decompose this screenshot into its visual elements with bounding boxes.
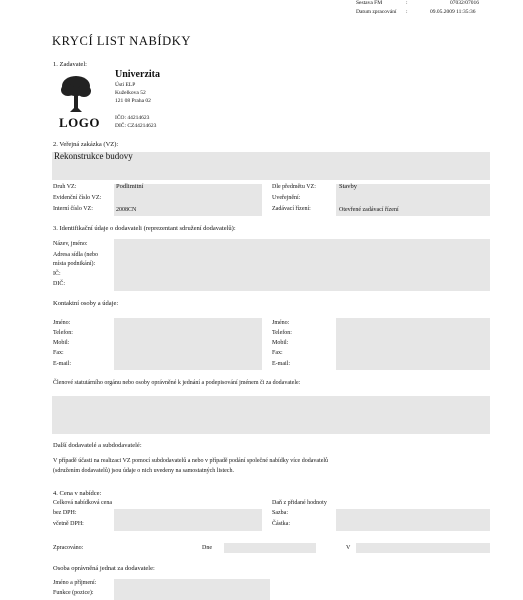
colon: : [406,9,408,15]
section-4-title: 4. Cena v nabídce: [53,490,102,497]
inter-label: Interní číslo VZ: [53,206,93,212]
vcetne-dph-label: včetně DPH: [53,521,84,527]
clenove-label: Členové statutárního orgánu nebo osoby oprávněné k jednání a podepisování jménem či za dodavatele: [53,380,301,386]
jmeno-left-label: Jméno: [53,320,71,326]
datum-label: Datum zpracování [356,9,397,15]
dic-label: DIČ: [53,281,65,287]
email-left-label: E-mail: [53,361,71,367]
predmet-label: Dle předmětu VZ: [272,184,316,190]
dne-label: Dne [202,545,212,551]
org-line2: Kuželkova 52 [115,90,146,96]
celk-label: Celková nabídková cena [53,500,112,506]
subcontractors-text2: (sdružením dodavatelů) jsou údaje o nich uvedeny na samostatných listech. [53,468,234,474]
colon: : [406,0,408,6]
section-3-title: 3. Identifikační údaje o dodavateli (reprezentant sdružení dodavatelů): [53,225,236,232]
contact-right-box[interactable] [336,318,490,370]
datum-value: 09.05.2009 11:35:36 [430,9,476,15]
place-field[interactable] [356,543,490,553]
contact-left-box[interactable] [114,318,262,370]
subcontractors-text1: V případě účasti na realizaci VZ pomocí subdodavatelů a nebo v případě podání společné nabídky více dodavatelů [53,458,329,464]
ic-label: IČ: [53,271,61,277]
osoba-title: Osoba oprávněná jednat za dodavatele: [53,565,155,572]
document-title: KRYCÍ LIST NABÍDKY [52,34,192,48]
kontakt-title: Kontaktní osoby a údaje: [53,300,119,307]
section-2-title: 2. Veřejná zakázka (VZ): [53,141,119,148]
funkce-label: Funkce (pozice): [53,590,94,596]
bez-dph-label: bez DPH: [53,510,77,516]
telefon-right-label: Telefon: [272,330,292,336]
evid-label: Evidenční číslo VZ: [53,195,102,201]
zadav-value: Otevřené zadávací řízení [339,207,399,213]
sestava-value: 07032/07016 [450,0,480,6]
sestava-label: Sestava FM [356,0,383,6]
zadav-label: Zadávací řízení: [272,206,311,212]
org-dic: DIČ: CZ44214623 [115,123,157,129]
email-right-label: E-mail: [272,361,290,367]
druh-label: Druh VZ: [53,184,77,190]
nazev-label: Název, jméno: [53,241,88,247]
dph-label: Daň z přidané hodnoty [272,500,327,506]
fax-left-label: Fax: [53,350,64,356]
vat-box[interactable] [336,509,490,531]
org-line1: Ústí ELP [115,82,136,88]
druh-value: Podlimitní [116,183,144,190]
adresa-label: Adresa sídla (nebo [53,252,98,258]
sazba-label: Sazba: [272,510,288,516]
uverej-label: Uveřejnění: [272,195,301,201]
v-label: V [346,545,351,551]
supplier-box[interactable] [114,239,490,291]
adresa-label2: místa podnikání): [53,261,96,267]
jmeno-prijmeni-label: Jméno a příjmení: [53,580,97,586]
mobil-right-label: Mobil: [272,340,289,346]
zpracovano-label: Zpracováno: [53,545,84,551]
tree-logo-icon [58,74,94,114]
telefon-left-label: Telefon: [53,330,73,336]
subcontractors-title: Další dodavatelé a subdodavatelé: [53,442,142,449]
statutory-box[interactable] [52,396,490,434]
jmeno-right-label: Jméno: [272,320,290,326]
inter-value: 2008CN [116,207,137,213]
price-box[interactable] [114,509,262,531]
vz-name: Rekonstrukce budovy [54,151,133,161]
castka-label: Částka: [272,521,290,527]
org-line3: 121 08 Praha 02 [115,98,151,104]
logo-text: LOGO [59,115,101,130]
signer-box[interactable] [114,579,270,600]
fax-right-label: Fax: [272,350,283,356]
predmet-value: Stavby [339,183,358,190]
mobil-left-label: Mobil: [53,340,70,346]
section-1-title: 1. Zadavatel: [53,61,87,68]
date-field[interactable] [224,543,316,553]
org-name: Univerzita [115,69,160,80]
org-ico: IČO: 44214623 [115,115,150,121]
